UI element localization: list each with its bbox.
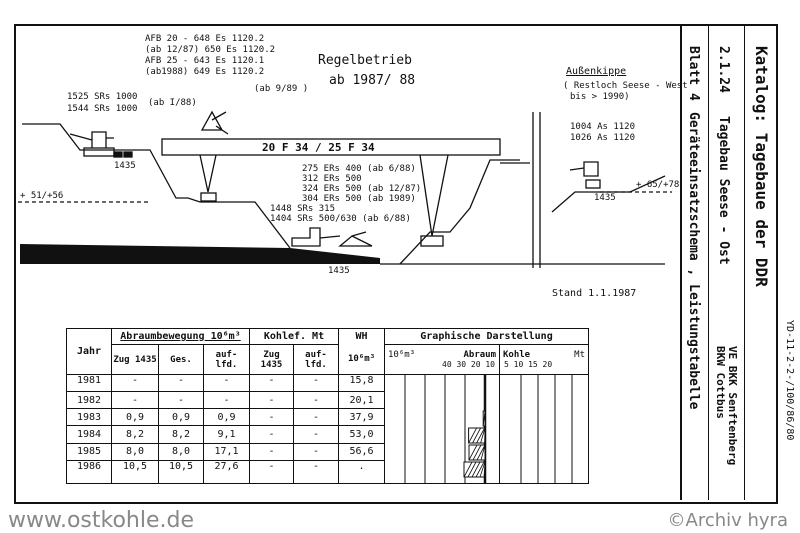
header-abraum: Abraumbewegung 10⁶m³	[112, 329, 250, 345]
pit-spreader-icon	[340, 232, 372, 246]
cell-kohle-zug: -	[250, 460, 294, 483]
cell-kohle-zug: -	[250, 443, 294, 460]
abraum-ticks: 40 30 20 10	[442, 360, 495, 369]
as-line-2: 1026 As 1120	[570, 133, 636, 143]
left-slope	[22, 124, 290, 248]
srs-line-2: 1544 SRs 1000	[67, 104, 138, 114]
sheet-subtitle: Geräteeinsatzschema , Leistungstabelle	[686, 112, 701, 410]
kohle-graph	[500, 375, 588, 483]
ers-line-1: 275 ERs 400 (ab 6/88)	[302, 164, 416, 174]
cell-ges: 8,0	[159, 443, 204, 460]
cell-kohle-aufl: -	[294, 426, 339, 443]
cell-aufl: -	[204, 392, 250, 409]
cell-wh: 56,6	[339, 443, 385, 460]
track-left: 1435	[114, 161, 136, 171]
cell-wh: 15,8	[339, 375, 385, 392]
bridge-left-support	[200, 155, 216, 192]
cell-ges: -	[159, 392, 204, 409]
srs2-line-1: 1448 SRs 315	[270, 204, 336, 214]
cell-zug: -	[112, 375, 159, 392]
ers-line-2: 312 ERs 500	[302, 174, 362, 184]
cell-kohle-aufl: -	[294, 392, 339, 409]
track-right: 1435	[594, 193, 616, 203]
header-aufl: auf- lfd.	[204, 345, 250, 375]
footer-copyright: ©Archiv hyra	[667, 510, 788, 531]
mine-name: Tagebau Seese - Ost	[716, 116, 731, 265]
afb-note: (ab 9/89 )	[254, 84, 309, 94]
cell-jahr: 1984	[67, 426, 112, 443]
bridge-left-foot	[201, 193, 216, 201]
title-block-divider-2	[744, 24, 745, 500]
cell-jahr: 1986	[67, 460, 112, 483]
cell-kohle-aufl: -	[294, 443, 339, 460]
cell-kohle-zug: -	[250, 409, 294, 426]
cell-kohle-zug: -	[250, 392, 294, 409]
cell-aufl: 27,6	[204, 460, 250, 483]
table-body	[67, 375, 589, 484]
abraum-graph	[385, 375, 499, 483]
afb-line-4: (ab1988) 649 Es 1120.2	[145, 67, 265, 77]
cell-aufl: 0,9	[204, 409, 250, 426]
graph-kohle-unit: Mt	[574, 350, 585, 360]
header-kohle-zug: Zug 1435	[250, 345, 294, 375]
cell-aufl: 17,1	[204, 443, 250, 460]
ers-line-3: 324 ERs 500 (ab 12/87)	[302, 184, 422, 194]
catalog-number: 2.1.24	[716, 46, 731, 93]
srs-line-1: 1525 SRs 1000	[67, 92, 138, 102]
ers-line-4: 304 ERs 500 (ab 1989)	[302, 194, 416, 204]
restloch-line-2: bis > 1990)	[570, 92, 630, 102]
right-slope	[400, 160, 520, 264]
bridge-label: 20 F 34 / 25 F 34	[262, 141, 375, 154]
table-row	[67, 375, 589, 392]
cell-zug: 8,0	[112, 443, 159, 460]
top-excavator-icon	[202, 112, 228, 134]
cell-ges: 10,5	[159, 460, 204, 483]
company-1: VE BKK Senftenberg	[726, 346, 739, 466]
left-excavator-icon	[84, 148, 114, 156]
cell-kohle-zug: -	[250, 375, 294, 392]
cell-ges: -	[159, 375, 204, 392]
cell-ges: 0,9	[159, 409, 204, 426]
document-reference: YD-11-2-2-/100/86/80	[784, 320, 795, 441]
graph-abraum-header	[385, 345, 500, 375]
company-2: BKW Cottbus	[714, 346, 727, 419]
level-left: + 51/+56	[20, 191, 64, 201]
kohle-ticks: 5 10 15 20	[504, 360, 553, 369]
cell-zug: 0,9	[112, 409, 159, 426]
cell-wh: .	[339, 460, 385, 483]
cell-aufl: 9,1	[204, 426, 250, 443]
dump-wall	[533, 112, 540, 268]
graph-kohle-area	[500, 375, 589, 484]
cell-kohle-aufl: -	[294, 375, 339, 392]
level-right: + 65/+78	[636, 180, 680, 190]
afb-line-1: AFB 20 - 648 Es 1120.2	[145, 34, 265, 44]
aussenkippe-label: Außenkippe	[566, 66, 627, 77]
cell-wh: 20,1	[339, 392, 385, 409]
graph-unit: 10⁶m³	[388, 350, 416, 360]
cell-ges: 8,2	[159, 426, 204, 443]
as-line-1: 1004 As 1120	[570, 122, 636, 132]
srs2-line-2: 1404 SRs 500/630 (ab 6/88)	[270, 214, 411, 224]
header-graph: Graphische Darstellung	[385, 329, 589, 345]
cell-wh: 53,0	[339, 426, 385, 443]
graph-abraum-area	[385, 375, 500, 484]
right-spreader-icon	[570, 162, 598, 176]
title-block-divider-1	[708, 24, 709, 500]
restloch-line-1: ( Restloch Seese - West	[563, 81, 688, 91]
heading-year: ab 1987/ 88	[329, 73, 416, 88]
header-wh-unit: 10⁶m³	[339, 345, 385, 375]
cell-kohle-zug: -	[250, 426, 294, 443]
coal-seam	[20, 244, 380, 264]
header-kohle: Kohlef. Mt	[250, 329, 339, 345]
track-bottom: 1435	[328, 266, 350, 276]
afb-line-3: AFB 25 - 643 Es 1120.1	[145, 56, 265, 66]
cell-kohle-aufl: -	[294, 460, 339, 483]
sheet-number: Blatt 4	[686, 46, 701, 101]
cell-aufl: -	[204, 375, 250, 392]
cell-jahr: 1981	[67, 375, 112, 392]
header-zug: Zug 1435	[112, 345, 159, 375]
pit-excavator-icon	[292, 228, 340, 246]
header-ges: Ges.	[159, 345, 204, 375]
cell-jahr: 1982	[67, 392, 112, 409]
stand-date: Stand 1.1.1987	[552, 288, 637, 299]
cell-zug: 10,5	[112, 460, 159, 483]
cell-zug: 8,2	[112, 426, 159, 443]
cell-jahr: 1983	[67, 409, 112, 426]
header-wh: WH	[339, 329, 385, 345]
cell-kohle-aufl: -	[294, 409, 339, 426]
afb-line-2: (ab 12/87) 650 Es 1120.2	[145, 45, 276, 55]
cell-jahr: 1985	[67, 443, 112, 460]
graph-abraum-label: Abraum	[463, 350, 496, 360]
header-jahr: Jahr	[67, 329, 112, 375]
header-kohle-aufl: auf- lfd.	[294, 345, 339, 375]
mining-scheme-drawing	[0, 0, 680, 310]
graph-kohle-label: Kohle	[503, 350, 531, 360]
performance-table	[66, 328, 589, 484]
graph-kohle-header	[500, 345, 589, 375]
footer-website: www.ostkohle.de	[8, 508, 195, 533]
catalog-title: Katalog: Tagebaue der DDR	[752, 46, 771, 287]
srs-note: (ab I/88)	[148, 98, 197, 108]
cell-wh: 37,9	[339, 409, 385, 426]
bridge-right-support	[420, 155, 448, 236]
cell-zug: -	[112, 392, 159, 409]
heading-regelbetrieb: Regelbetrieb	[318, 53, 412, 68]
